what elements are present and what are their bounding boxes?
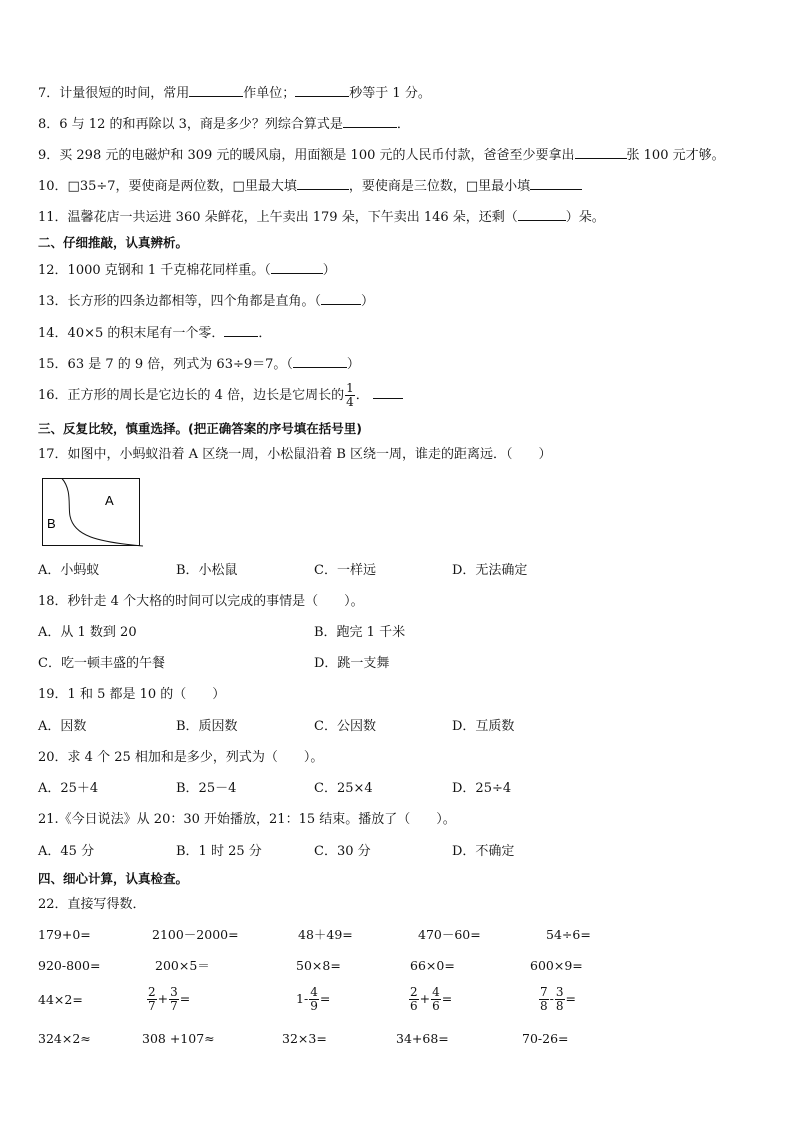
- option-b[interactable]: B．1 时 25 分: [176, 844, 262, 859]
- calc-item: 48＋49=: [298, 927, 353, 942]
- calc-item: 308 +107≈: [142, 1031, 215, 1046]
- option-a[interactable]: A．因数: [38, 719, 87, 734]
- question-22: 22．直接写得数．: [38, 897, 146, 912]
- question-13: 13．长方形的四条边都相等，四个角都是直角。（ ）: [38, 294, 375, 309]
- option-d[interactable]: D．不确定: [452, 844, 515, 859]
- section-3-heading: 三、反复比较，慎重选择。(把正确答案的序号填在括号里): [38, 421, 362, 436]
- answer-blank[interactable]: [297, 177, 349, 190]
- option-b[interactable]: B．质因数: [176, 719, 238, 734]
- calc-item: 2100－2000=: [152, 927, 239, 942]
- option-a[interactable]: A．小蚂蚁: [38, 563, 100, 578]
- calc-fraction-item: $\frac{7}{8}$ - $\frac{3}{8}$ =: [540, 985, 576, 1013]
- section-4-heading: 四、细心计算，认真检查。: [38, 871, 189, 886]
- answer-blank[interactable]: [373, 386, 403, 399]
- answer-blank[interactable]: [518, 208, 566, 221]
- option-d[interactable]: D．互质数: [452, 719, 515, 734]
- question-7: 7．计量很短的时间，常用 作单位； 秒等于 1 分。: [38, 86, 431, 101]
- calc-item: 324×2≈: [38, 1031, 91, 1046]
- calc-item: 179+0=: [38, 927, 91, 942]
- calc-fraction-item: $\frac{2}{7}$ + $\frac{3}{7}$ =: [148, 985, 191, 1013]
- question-9: 9．买 298 元的电磁炉和 309 元的暖风扇，用面额是 100 元的人民币付款，爸爸至少要拿出 张 100 元才够。: [38, 148, 725, 163]
- answer-blank[interactable]: [575, 146, 627, 159]
- answer-blank[interactable]: [293, 355, 347, 368]
- question-14: 14．40×5 的积末尾有一个零． ．: [38, 326, 272, 341]
- option-c[interactable]: C．公因数: [314, 719, 376, 734]
- option-d[interactable]: D．跳一支舞: [314, 656, 390, 671]
- calc-fraction-item: $\frac{2}{6}$ + $\frac{4}{6}$ =: [410, 985, 453, 1013]
- question-19: 19．1 和 5 都是 10 的（ ）: [38, 687, 226, 702]
- region-b-label: B: [47, 516, 56, 531]
- calc-item: 44×2=: [38, 992, 83, 1007]
- option-d[interactable]: D．无法确定: [452, 563, 528, 578]
- question-12: 12．1000 克钢和 1 千克棉花同样重。（ ）: [38, 263, 336, 278]
- answer-blank[interactable]: [271, 261, 323, 274]
- calc-item: 50×8=: [296, 958, 341, 973]
- question-17: 17．如图中，小蚂蚁沿着 A 区绕一周，小松鼠沿着 B 区绕一周，谁走的距离远．（ ）: [38, 447, 552, 462]
- calc-item: 70-26=: [522, 1031, 569, 1046]
- option-c[interactable]: C．30 分: [314, 844, 371, 859]
- calc-item: 66×0=: [410, 958, 455, 973]
- option-b[interactable]: B．小松鼠: [176, 563, 238, 578]
- calc-item: 920-800=: [38, 958, 101, 973]
- option-c[interactable]: C．一样远: [314, 563, 376, 578]
- dividing-curve: [62, 479, 143, 547]
- answer-blank[interactable]: [530, 177, 582, 190]
- answer-blank[interactable]: [189, 84, 243, 97]
- calc-item: 600×9=: [530, 958, 583, 973]
- option-b[interactable]: B．跑完 1 千米: [314, 625, 406, 640]
- option-a[interactable]: A．45 分: [38, 844, 95, 859]
- question-8: 8．6 与 12 的和再除以 3，商是多少？列综合算式是 ．: [38, 117, 410, 132]
- question-18: 18．秒针走 4 个大格的时间可以完成的事情是（ ）。: [38, 594, 364, 609]
- calc-item: 32×3=: [282, 1031, 327, 1046]
- question-20: 20．求 4 个 25 相加和是多少，列式为（ ）。: [38, 750, 324, 765]
- region-figure: [42, 478, 144, 554]
- calc-fraction-item: 1- $\frac{4}{9}$ =: [296, 985, 331, 1013]
- answer-blank[interactable]: [321, 292, 361, 305]
- calc-item: 54÷6=: [546, 927, 591, 942]
- option-c[interactable]: C．吃一顿丰盛的午餐: [38, 656, 165, 671]
- fraction: $\frac{1}{4}$: [346, 381, 354, 409]
- section-2-heading: 二、仔细推敲，认真辨析。: [38, 235, 189, 250]
- calc-item: 470－60=: [418, 927, 481, 942]
- option-c[interactable]: C．25×4: [314, 781, 373, 796]
- figure-svg: [42, 478, 144, 550]
- option-b[interactable]: B．25－4: [176, 781, 237, 796]
- calc-item: 200×5＝: [155, 958, 210, 973]
- question-11: 11．温馨花店一共运进 360 朵鲜花，上午卖出 179 朵，下午卖出 146 朵，还剩（ ）朵。: [38, 210, 605, 225]
- answer-blank[interactable]: [295, 84, 349, 97]
- option-a[interactable]: A．25＋4: [38, 781, 99, 796]
- question-15: 15．63 是 7 的 9 倍，列式为 63÷9＝7。（ ）: [38, 357, 360, 372]
- answer-blank[interactable]: [224, 324, 258, 337]
- option-a[interactable]: A．从 1 数到 20: [38, 625, 137, 640]
- option-d[interactable]: D．25÷4: [452, 781, 512, 796]
- question-10: 10．□35÷7，要使商是两位数，□里最大填 ，要使商是三位数，□里最小填: [38, 177, 582, 195]
- answer-blank[interactable]: [343, 115, 397, 128]
- calc-item: 34+68=: [396, 1031, 449, 1046]
- question-16: 16．正方形的周长是它边长的 4 倍，边长是它周长的 $\frac{1}{4}$ ．: [38, 382, 403, 410]
- question-21: 21.《今日说法》从 20：30 开始播放，21：15 结束。播放了（ ）。: [38, 812, 456, 827]
- region-a-label: A: [105, 493, 114, 508]
